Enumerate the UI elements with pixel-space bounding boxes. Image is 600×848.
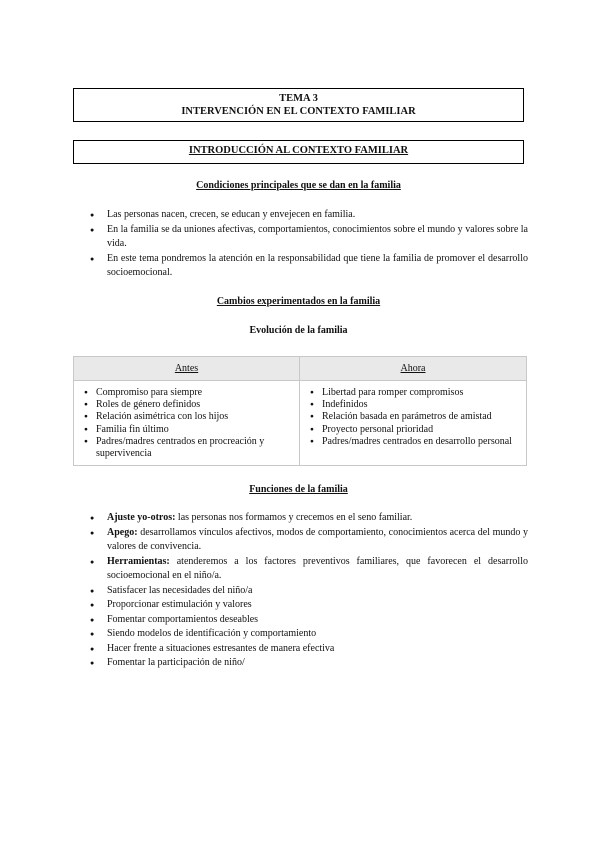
conditions-list xyxy=(90,208,528,281)
table-cell-item: ● Indefinidos xyxy=(304,399,522,411)
table-cell-item: ● Padres/madres centrados en desarrollo personal xyxy=(304,436,522,448)
section-title: INTRODUCCIÓN AL CONTEXTO FAMILIAR xyxy=(188,145,409,156)
list-item: ● En este tema pondremos la atención en la responsabilidad que tiene la familia de promover el desarrollo socioemocional. xyxy=(90,252,528,281)
list-item xyxy=(90,656,528,671)
before-list xyxy=(78,387,293,460)
list-item-text: Fomentar comportamientos deseables xyxy=(107,613,259,625)
table-cell-item: ● Proyecto personal prioridad xyxy=(304,424,522,436)
list-item-text: las personas nos formamos y crecemos en el seno familiar. xyxy=(175,512,413,523)
table-header-now-label: Ahora xyxy=(400,363,426,374)
list-item xyxy=(90,584,528,599)
conditions-heading: Condiciones principales que se dan en la familia xyxy=(196,180,401,191)
table-header-before-label: Antes xyxy=(174,363,199,374)
list-item xyxy=(90,555,528,584)
list-item-term: Apego: xyxy=(107,526,138,538)
list-item-term: Ajuste yo-otros: xyxy=(107,512,176,523)
family-evolution-table xyxy=(73,356,527,466)
section-title-box xyxy=(73,140,524,164)
list-item xyxy=(90,627,528,642)
functions-heading: Funciones de la familia xyxy=(249,484,348,495)
table-cell-item: ● Padres/madres centrados en procreación y supervivencia xyxy=(78,436,293,460)
functions-list xyxy=(90,511,528,671)
table-cell-item: ● Compromiso para siempre xyxy=(78,387,293,399)
list-item-text: Proporcionar estimulación y valores xyxy=(107,599,252,610)
list-item-text: Satisfacer las necesidades del niño/a xyxy=(107,584,253,596)
list-item-text: Fomentar la participación de niño/ xyxy=(107,657,245,668)
list-item xyxy=(90,526,528,555)
list-item: ● En la familia se da uniones afectivas, comportamientos, conocimientos sobre el mundo y valores sobre la vida. xyxy=(90,223,528,252)
list-item-term: Herramientas: xyxy=(107,555,170,567)
title-line-1: TEMA 3 xyxy=(279,93,318,104)
now-list xyxy=(304,387,522,448)
changes-heading: Cambios experimentados en la familia xyxy=(216,296,381,307)
list-item-text: desarrollamos vínculos afectivos, modos de comportamiento, conocimientos acerca del mundo y valores de convivencia. xyxy=(107,526,528,552)
table-cell-item: ● Relación asimétrica con los hijos xyxy=(78,411,293,423)
evolution-subheading: Evolución de la familia xyxy=(249,325,348,336)
list-item-text: atenderemos a los factores preventivos familiares, que favorecen el desarrollo socioemocional en el niño/a. xyxy=(107,555,528,581)
list-item xyxy=(90,598,528,613)
table-header-before xyxy=(74,357,299,381)
list-item xyxy=(90,511,528,526)
table-header-now xyxy=(300,357,526,381)
list-item-text: Hacer frente a situaciones estresantes de manera efectiva xyxy=(107,642,335,654)
table-column-divider xyxy=(299,357,300,465)
list-item-text: Siendo modelos de identificación y comportamiento xyxy=(107,628,317,639)
title-box xyxy=(73,88,524,122)
list-item xyxy=(90,642,528,657)
list-item: ● Las personas nacen, crecen, se educan y envejecen en familia. xyxy=(90,208,528,223)
list-item xyxy=(90,613,528,628)
table-cell-item: ● Roles de género definidos xyxy=(78,399,293,411)
table-cell-item: ● Familia fin último xyxy=(78,424,293,436)
table-cell-item: ● Relación basada en parámetros de amistad xyxy=(304,411,522,423)
table-cell-item: ● Libertad para romper compromisos xyxy=(304,387,522,399)
title-line-2: INTERVENCIÓN EN EL CONTEXTO FAMILIAR xyxy=(181,106,416,117)
